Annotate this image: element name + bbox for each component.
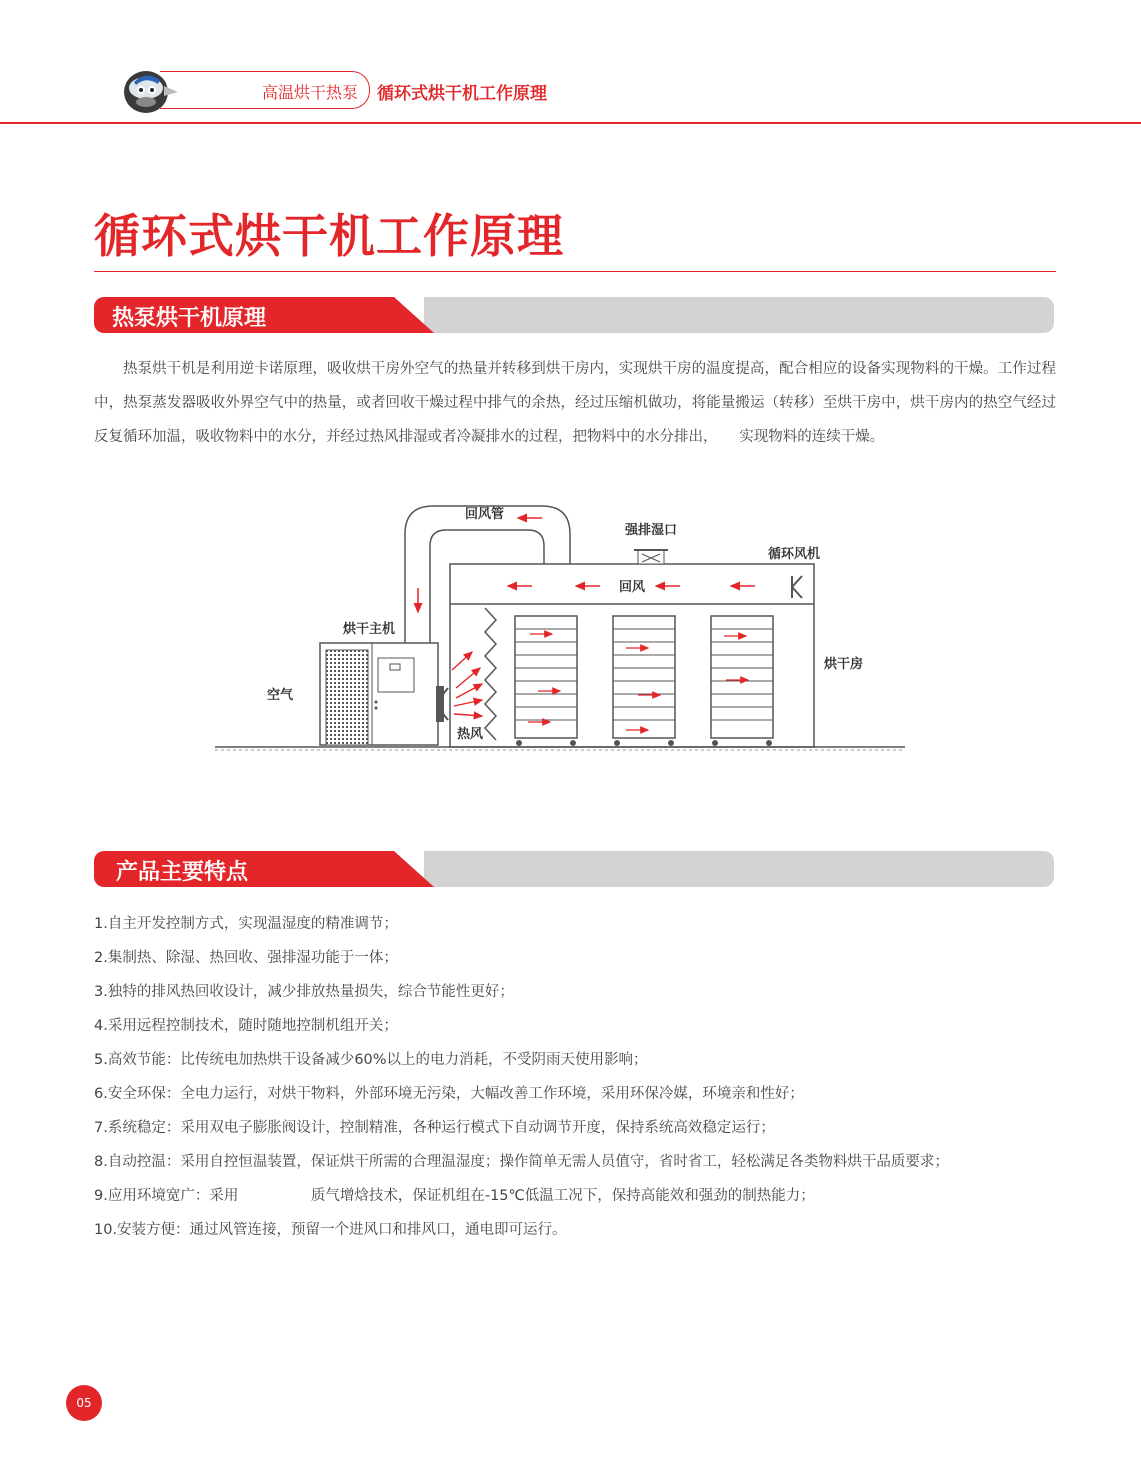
feature-item: 8.自动控温：采用自控恒温装置，保证烘干所需的合理温湿度；操作简单无需人员值守，省时省工，轻松满足各类物料烘干品质要求； — [94, 1154, 949, 1170]
section-bar-grey — [424, 851, 1054, 887]
page-number: 05 — [66, 1385, 102, 1421]
mascot-logo-icon — [120, 66, 182, 116]
section-bar-grey — [424, 297, 1054, 333]
page-title: 循环式烘干机工作原理 — [94, 209, 564, 263]
feature-item: 10.安装方便：通过风管连接，预留一个进风口和排风口，通电即可运行。 — [94, 1222, 567, 1238]
feature-item: 6.安全环保：全电力运行，对烘干物料，外部环境无污染，大幅改善工作环境，采用环保冷媒，环境亲和性好； — [94, 1086, 804, 1102]
label-drying-room: 烘干房 — [824, 657, 864, 672]
header-divider — [0, 122, 1141, 124]
label-circulation-fan: 循环风机 — [768, 547, 821, 562]
principle-paragraph: 热泵烘干机是利用逆卡诺原理，吸收烘干房外空气的热量并转移到烘干房内，实现烘干房的温度提高，配合相应的设备实现物料的干燥。工作过程中，热泵蒸发器吸收外界空气中的热量，或者回收干燥过程中排气的余热，经过压缩机做功，将能量搬运（转移）至烘干房中，烘干房内的热空气经过反复循环加温，吸收物料中的水分，并经过热风排湿或者冷凝排水的过程，把物料中的水分排出， 实现物料的连续干燥。 — [94, 361, 1056, 445]
dryer-diagram — [210, 498, 910, 760]
section-heading-features — [94, 851, 1054, 887]
label-hot-air: 热风 — [457, 727, 484, 742]
feature-item: 5.高效节能：比传统电加热烘干设备减少60%以上的电力消耗，不受阴雨天使用影响； — [94, 1052, 648, 1068]
section-heading-label: 热泵烘干机原理 — [112, 306, 267, 331]
main-unit — [320, 643, 448, 745]
fan-icon — [792, 576, 802, 598]
title-divider — [94, 271, 1056, 272]
section-heading-principle — [94, 297, 1054, 333]
breadcrumb-current: 循环式烘干机工作原理 — [377, 84, 547, 104]
label-dehumidify-port: 强排湿口 — [625, 523, 678, 538]
material-trolley — [613, 616, 675, 746]
label-return-air: 回风 — [619, 580, 646, 595]
breadcrumb-parent: 高温烘干热泵 — [262, 83, 359, 102]
feature-item: 4.采用远程控制技术，随时随地控制机组开关； — [94, 1018, 398, 1034]
material-trolley — [515, 616, 577, 746]
label-air: 空气 — [267, 688, 294, 703]
feature-item: 2.集制热、除湿、热回收、强排湿功能于一体； — [94, 950, 398, 966]
label-main-unit: 烘干主机 — [343, 622, 396, 637]
section-heading-label: 产品主要特点 — [116, 860, 249, 885]
feature-item: 7.系统稳定：采用双电子膨胀阀设计，控制精准，各种运行模式下自动调节开度，保持系统高效稳定运行； — [94, 1120, 775, 1136]
feature-item: 3.独特的排风热回收设计，减少排放热量损失，综合节能性更好； — [94, 984, 514, 1000]
feature-item: 9.应用环境宽广：采用 质气增焓技术，保证机组在-15℃低温工况下，保持高能效和强劲的制热能力； — [94, 1188, 815, 1204]
feature-list — [94, 910, 949, 1250]
feature-item: 1.自主开发控制方式，实现温湿度的精准调节； — [94, 916, 398, 932]
label-return-duct: 回风管 — [465, 507, 505, 522]
